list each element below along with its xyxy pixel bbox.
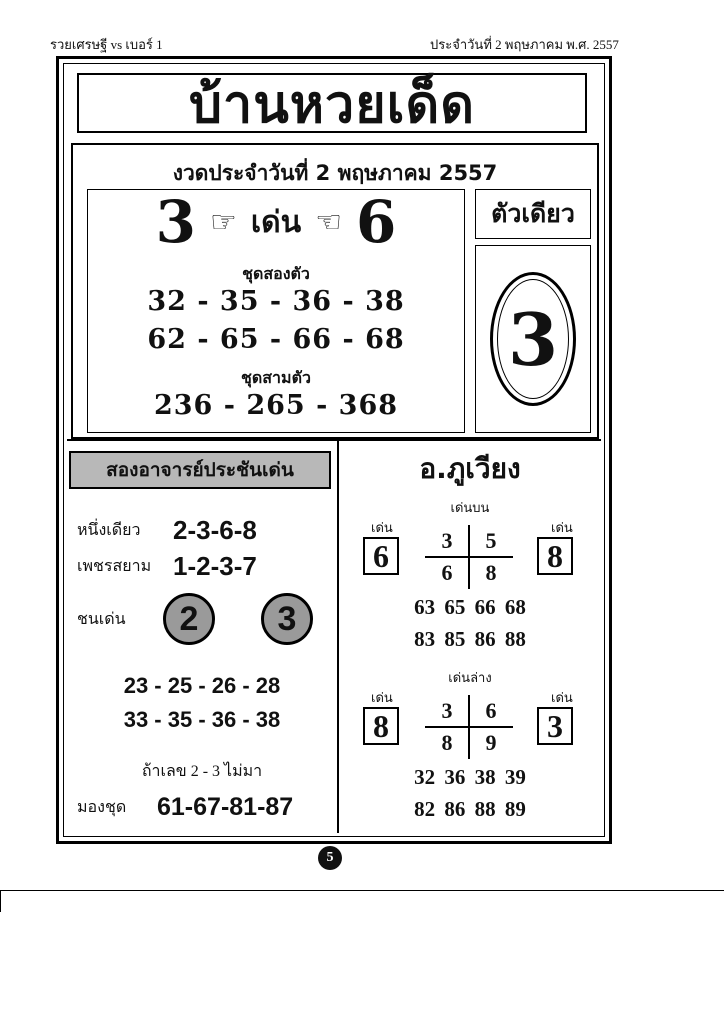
two-digit-set-label: ชุดสองตัว xyxy=(242,264,310,283)
lower-label: เด่นล่าง xyxy=(448,670,492,685)
single-digit-oval xyxy=(490,272,576,406)
watch-set-row xyxy=(77,793,293,822)
clash-row xyxy=(77,593,313,645)
grid-cell: 5 xyxy=(485,528,497,553)
header-date: ประจำวันที่ 2 พฤษภาคม พ.ศ. 2557 xyxy=(430,37,619,52)
pointing-hand-right-icon: ☞ xyxy=(209,204,237,240)
single-digit-value: 3 xyxy=(507,296,559,382)
clash-circle-1: 2 xyxy=(163,593,215,645)
featured-right-digit: 6 xyxy=(356,188,397,256)
two-digit-set-row-1: 32 - 35 - 36 - 38 xyxy=(147,286,405,317)
upper-left-box: 6 xyxy=(363,537,399,575)
two-digit-set-row-2: 62 - 65 - 66 - 68 xyxy=(147,324,405,355)
featured-panel xyxy=(87,189,465,433)
grid-cell: 3 xyxy=(441,528,453,553)
three-digit-set-label: ชุดสามตัว xyxy=(241,368,311,387)
two-masters-section xyxy=(67,441,337,833)
lower-numbers-row-2: 82 86 88 89 xyxy=(414,797,526,821)
grid-cell: 3 xyxy=(441,698,453,723)
pick-label: หนึ่งเดียว xyxy=(77,522,141,539)
lower-right-box: 3 xyxy=(537,707,573,745)
featured-left-digit: 3 xyxy=(155,188,196,256)
grid-cell: 8 xyxy=(485,560,497,585)
pairs-row-2: 33 - 35 - 36 - 38 xyxy=(123,707,281,732)
phuwiang-section xyxy=(339,441,601,833)
watch-set-label: มองชุด xyxy=(77,799,127,816)
upper-right-box: 8 xyxy=(537,537,573,575)
single-digit-label: ตัวเดียว xyxy=(475,189,591,239)
featured-section xyxy=(71,143,599,439)
clash-label: ชนเด่น xyxy=(77,610,126,628)
condition-note: ถ้าเลข 2 - 3 ไม่มา xyxy=(141,763,263,780)
upper-grid xyxy=(425,525,513,589)
bottom-rule xyxy=(0,890,724,891)
lower-left-side-label: เด่น xyxy=(371,690,393,705)
pairs-row-1: 23 - 25 - 26 - 28 xyxy=(123,673,281,698)
upper-left-side-label: เด่น xyxy=(371,520,393,535)
title-banner xyxy=(77,73,587,133)
featured-row xyxy=(88,190,464,254)
upper-numbers-row-2: 83 85 86 88 xyxy=(414,627,526,651)
pick-label: เพชรสยาม xyxy=(77,558,152,575)
lower-numbers-row-1: 32 36 38 39 xyxy=(414,765,526,789)
upper-right-side-label: เด่น xyxy=(551,520,573,535)
lower-left-box: 8 xyxy=(363,707,399,745)
clash-circle-2: 3 xyxy=(261,593,313,645)
pick-value: 1-2-3-7 xyxy=(173,551,257,581)
upper-numbers-row-1: 63 65 66 68 xyxy=(414,595,526,619)
pick-value: 2-3-6-8 xyxy=(173,515,257,545)
grid-cell: 6 xyxy=(485,698,497,723)
lower-grid xyxy=(425,695,513,759)
two-masters-title: สองอาจารย์ประชันเด่น xyxy=(69,451,331,489)
grid-cell: 6 xyxy=(441,560,453,585)
featured-label: เด่น xyxy=(250,204,302,240)
pointing-hand-left-icon: ☜ xyxy=(315,204,343,240)
grid-cell: 9 xyxy=(485,730,497,755)
lower-right-side-label: เด่น xyxy=(551,690,573,705)
page-number: 5 xyxy=(318,846,342,870)
pick-row-2 xyxy=(77,551,257,582)
three-digit-set-row: 236 - 265 - 368 xyxy=(153,390,399,421)
draw-date: งวดประจำวันที่ 2 พฤษภาคม 2557 xyxy=(172,161,498,185)
single-digit-panel xyxy=(475,245,591,433)
page-title: บ้านหวยเด็ด xyxy=(188,74,475,135)
header-publication: รวยเศรษฐี vs เบอร์ 1 xyxy=(50,37,163,52)
page-frame xyxy=(56,56,612,844)
upper-label: เด่นบน xyxy=(450,500,490,515)
grid-cell: 8 xyxy=(441,730,453,755)
left-rule xyxy=(0,890,1,912)
phuwiang-title: อ.ภูเวียง xyxy=(419,452,521,485)
watch-set-value: 61-67-81-87 xyxy=(157,793,294,821)
pick-row-1 xyxy=(77,515,257,546)
